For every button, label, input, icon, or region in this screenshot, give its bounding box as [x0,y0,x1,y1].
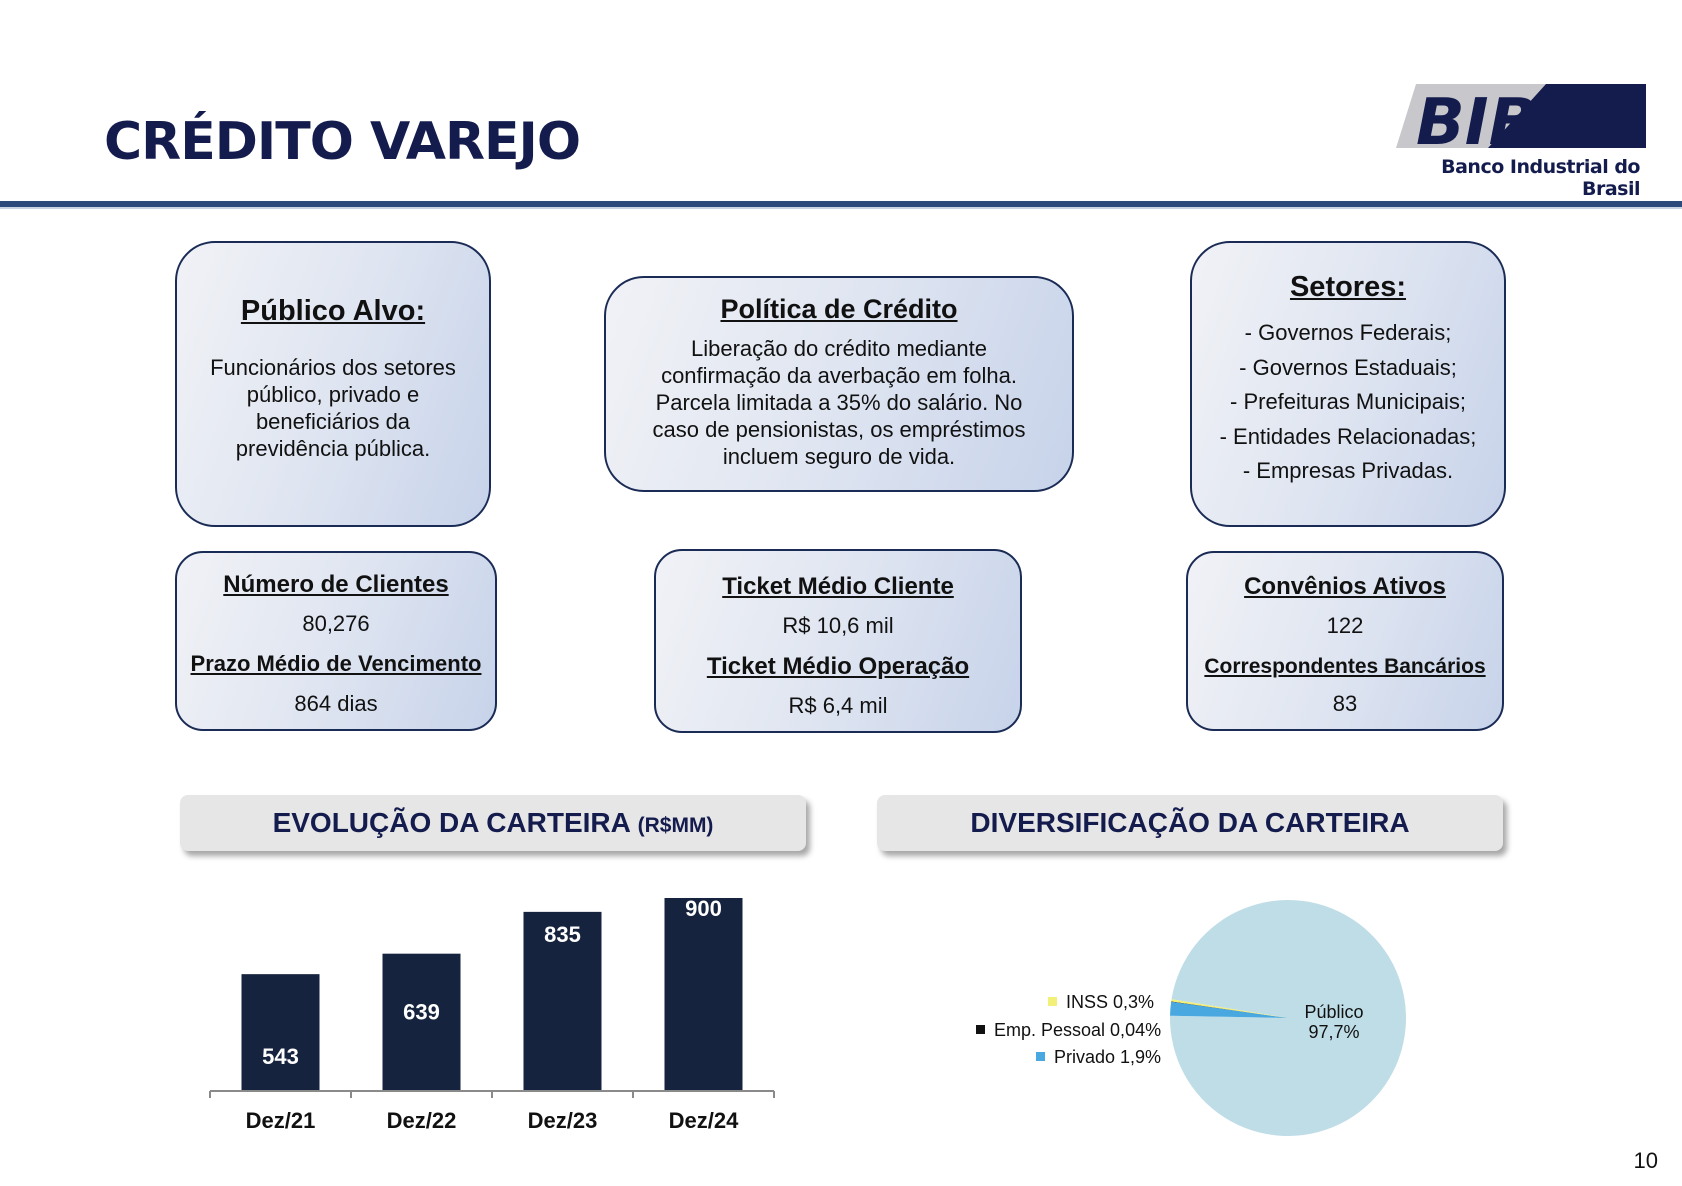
card-politica-credito [604,276,1074,492]
text-line: - Entidades Relacionadas; [1219,423,1477,449]
text-line: confirmação da averbação em folha. [661,363,1017,388]
logo-text: BIB [1416,86,1538,160]
panel-title: DIVERSIFICAÇÃO DA CARTEIRA [970,807,1410,838]
panel-title: EVOLUÇÃO DA CARTEIRA [272,807,630,838]
card-convenios-ativos [1186,551,1504,731]
header-rule-shadow [0,207,1682,209]
logo-subtitle: Banco Industrial do Brasil [1441,156,1640,200]
text-line: - Empresas Privadas. [1242,458,1454,483]
metric-label: Ticket Médio Operação [706,653,970,680]
x-tick-label: Dez/24 [668,1108,739,1133]
bar [242,974,320,1090]
card-title: Política de Crédito [720,294,958,324]
text-line: beneficiários da [255,409,411,434]
card-numero-clientes [175,551,497,731]
x-tick-label: Dez/22 [386,1108,457,1133]
text-line: Liberação do crédito mediante [691,336,987,361]
bar-data-label: 543 [262,1044,299,1070]
text-line: - Governos Estaduais; [1239,354,1457,380]
text-line: Parcela limitada a 35% do salário. No [655,390,1023,415]
metric-label: Correspondentes Bancários [1204,655,1486,678]
metric-value: R$ 6,4 mil [788,693,888,718]
metric-value: 864 dias [294,691,378,716]
legend-emp-pessoal-label: Emp. Pessoal 0,04% [994,1020,1162,1040]
card-title: Público Alvo: [240,295,426,327]
text-line: público, privado e [246,382,420,407]
page-title: CRÉDITO VAREJO [104,112,581,172]
text-line: - Governos Federais; [1244,320,1452,345]
pie-value-publico: 97,7% [1308,1022,1360,1042]
metric-label: Número de Clientes [223,571,449,598]
metric-value: R$ 10,6 mil [782,613,894,638]
card-setores [1190,241,1506,527]
card-title: Setores: [1289,271,1407,303]
text-line: incluem seguro de vida. [722,444,956,469]
legend-privado-swatch [1036,1052,1045,1061]
bar-chart [190,880,800,1140]
x-tick-label: Dez/21 [245,1108,316,1133]
card-body [606,335,1072,470]
card-ticket-medio [654,549,1022,733]
metric-value: 83 [1332,691,1358,716]
text-line: Funcionários dos setores [210,355,456,380]
x-tick-label: Dez/23 [527,1108,598,1133]
card-body [1192,316,1504,489]
metric-label: Convênios Ativos [1244,573,1446,600]
metric-label: Prazo Médio de Vencimento [190,651,482,676]
card-publico-alvo [175,241,491,527]
text-line: caso de pensionistas, os empréstimos [652,417,1026,442]
bar [665,898,743,1090]
pie-chart [950,880,1420,1140]
text-line: previdência pública. [235,436,431,461]
panel-evolucao-carteira [180,795,806,851]
legend-inss-swatch [1048,997,1057,1006]
bar-data-label: 639 [403,999,440,1025]
bar-data-label: 835 [544,921,581,947]
bar-data-label: 900 [685,896,722,921]
card-body [177,354,489,462]
legend-inss-label: INSS 0,3% [1066,992,1155,1012]
panel-unit: (R$MM) [637,814,714,837]
pie-label-publico: Público [1304,1002,1364,1022]
legend-privado-label: Privado 1,9% [1054,1047,1162,1067]
text-line: - Prefeituras Municipais; [1230,389,1466,414]
page-number: 10 [1633,1148,1658,1173]
metric-label: Ticket Médio Cliente [722,573,954,600]
panel-diversificacao-carteira [877,795,1503,851]
metric-value: 122 [1326,613,1364,638]
legend-emp-pessoal-swatch [976,1025,985,1034]
metric-value: 80,276 [302,611,370,636]
